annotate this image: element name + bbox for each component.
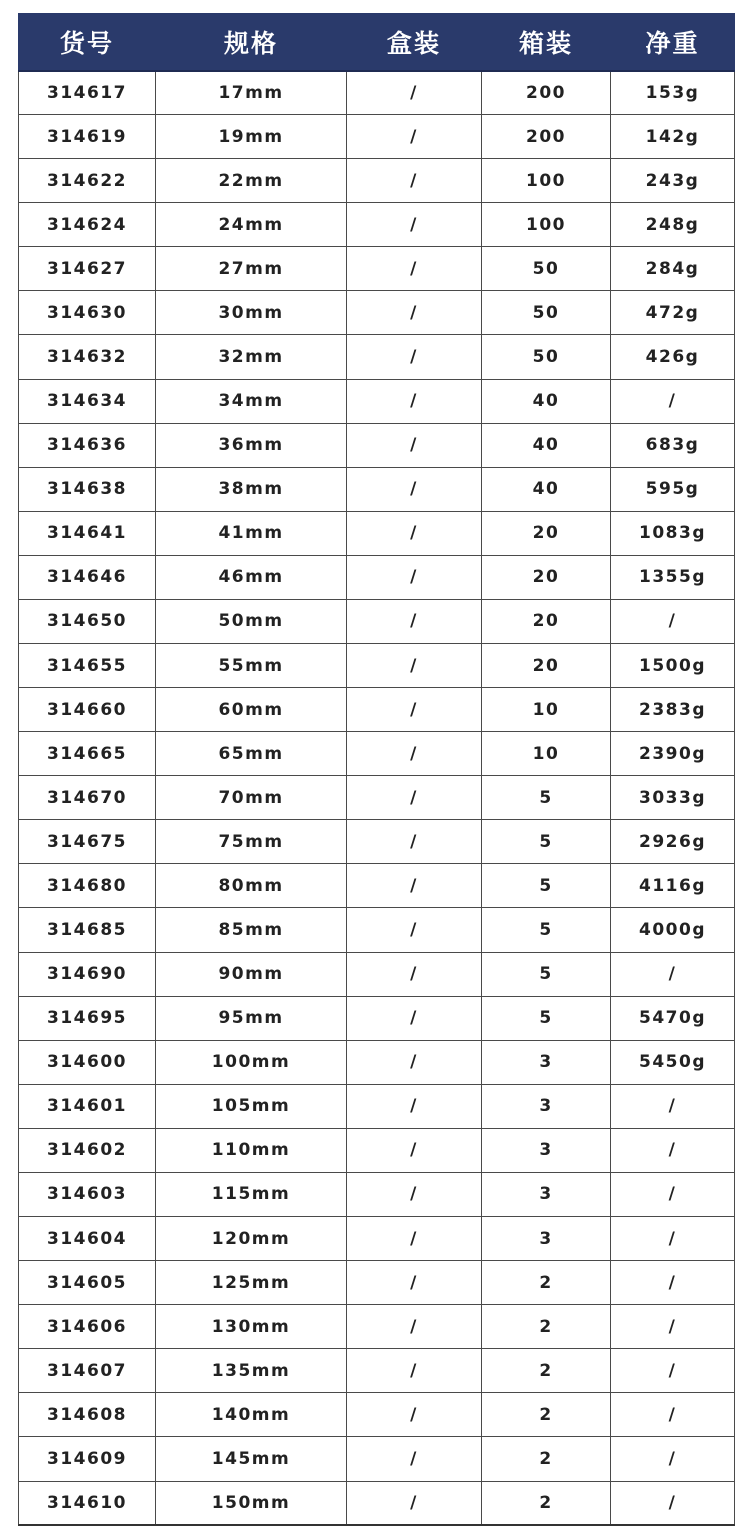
net-weight-cell: 5470g bbox=[611, 996, 735, 1040]
net-weight-cell: 5450g bbox=[611, 1040, 735, 1084]
table-row bbox=[19, 996, 735, 1040]
spec-cell: 110mm bbox=[156, 1128, 347, 1172]
case-pack-cell: 5 bbox=[482, 996, 611, 1040]
table-row bbox=[19, 247, 735, 291]
spec-cell: 50mm bbox=[156, 599, 347, 643]
net-weight-cell: 1500g bbox=[611, 644, 735, 688]
net-weight-cell: / bbox=[611, 1437, 735, 1481]
case-pack-cell: 40 bbox=[482, 423, 611, 467]
item-number-cell: 314600 bbox=[19, 1040, 156, 1084]
box-pack-cell: / bbox=[347, 952, 482, 996]
box-pack-cell: / bbox=[347, 467, 482, 511]
net-weight-cell: 243g bbox=[611, 159, 735, 203]
table-row bbox=[19, 379, 735, 423]
table-row bbox=[19, 776, 735, 820]
table-row bbox=[19, 555, 735, 599]
box-pack-cell: / bbox=[347, 688, 482, 732]
net-weight-cell: 4000g bbox=[611, 908, 735, 952]
item-number-cell: 314610 bbox=[19, 1481, 156, 1525]
case-pack-cell: 10 bbox=[482, 732, 611, 776]
box-pack-cell: / bbox=[347, 423, 482, 467]
case-pack-cell: 2 bbox=[482, 1261, 611, 1305]
item-number-cell: 314641 bbox=[19, 511, 156, 555]
item-number-cell: 314627 bbox=[19, 247, 156, 291]
table-row bbox=[19, 1393, 735, 1437]
product-spec-table bbox=[18, 13, 735, 1526]
table-row bbox=[19, 1481, 735, 1525]
product-spec-table-container bbox=[18, 13, 734, 1526]
box-pack-cell: / bbox=[347, 732, 482, 776]
net-weight-cell: / bbox=[611, 952, 735, 996]
net-weight-cell: 472g bbox=[611, 291, 735, 335]
case-pack-cell: 40 bbox=[482, 467, 611, 511]
box-pack-cell: / bbox=[347, 908, 482, 952]
spec-cell: 38mm bbox=[156, 467, 347, 511]
case-pack-cell: 10 bbox=[482, 688, 611, 732]
box-pack-cell: / bbox=[347, 247, 482, 291]
table-row bbox=[19, 511, 735, 555]
spec-cell: 150mm bbox=[156, 1481, 347, 1525]
header-case-pack: 箱装 bbox=[482, 14, 611, 71]
case-pack-cell: 200 bbox=[482, 115, 611, 159]
item-number-cell: 314601 bbox=[19, 1084, 156, 1128]
spec-cell: 115mm bbox=[156, 1172, 347, 1216]
item-number-cell: 314646 bbox=[19, 555, 156, 599]
spec-cell: 85mm bbox=[156, 908, 347, 952]
box-pack-cell: / bbox=[347, 379, 482, 423]
table-row bbox=[19, 115, 735, 159]
header-spec: 规格 bbox=[156, 14, 347, 71]
table-row bbox=[19, 1217, 735, 1261]
case-pack-cell: 50 bbox=[482, 335, 611, 379]
case-pack-cell: 5 bbox=[482, 952, 611, 996]
box-pack-cell: / bbox=[347, 1261, 482, 1305]
item-number-cell: 314680 bbox=[19, 864, 156, 908]
table-row bbox=[19, 291, 735, 335]
net-weight-cell: 284g bbox=[611, 247, 735, 291]
item-number-cell: 314605 bbox=[19, 1261, 156, 1305]
table-row bbox=[19, 423, 735, 467]
spec-cell: 135mm bbox=[156, 1349, 347, 1393]
net-weight-cell: 426g bbox=[611, 335, 735, 379]
item-number-cell: 314634 bbox=[19, 379, 156, 423]
box-pack-cell: / bbox=[347, 599, 482, 643]
box-pack-cell: / bbox=[347, 1172, 482, 1216]
spec-cell: 120mm bbox=[156, 1217, 347, 1261]
case-pack-cell: 3 bbox=[482, 1084, 611, 1128]
net-weight-cell: / bbox=[611, 1305, 735, 1349]
table-row bbox=[19, 159, 735, 203]
case-pack-cell: 3 bbox=[482, 1172, 611, 1216]
case-pack-cell: 5 bbox=[482, 864, 611, 908]
box-pack-cell: / bbox=[347, 1437, 482, 1481]
spec-cell: 34mm bbox=[156, 379, 347, 423]
box-pack-cell: / bbox=[347, 1349, 482, 1393]
box-pack-cell: / bbox=[347, 291, 482, 335]
spec-cell: 65mm bbox=[156, 732, 347, 776]
item-number-cell: 314604 bbox=[19, 1217, 156, 1261]
item-number-cell: 314665 bbox=[19, 732, 156, 776]
table-row bbox=[19, 908, 735, 952]
net-weight-cell: 142g bbox=[611, 115, 735, 159]
table-row bbox=[19, 644, 735, 688]
table-row bbox=[19, 335, 735, 379]
spec-cell: 32mm bbox=[156, 335, 347, 379]
item-number-cell: 314603 bbox=[19, 1172, 156, 1216]
spec-cell: 100mm bbox=[156, 1040, 347, 1084]
item-number-cell: 314675 bbox=[19, 820, 156, 864]
spec-cell: 27mm bbox=[156, 247, 347, 291]
spec-cell: 70mm bbox=[156, 776, 347, 820]
item-number-cell: 314650 bbox=[19, 599, 156, 643]
case-pack-cell: 5 bbox=[482, 908, 611, 952]
case-pack-cell: 3 bbox=[482, 1040, 611, 1084]
case-pack-cell: 5 bbox=[482, 820, 611, 864]
table-row bbox=[19, 1437, 735, 1481]
item-number-cell: 314606 bbox=[19, 1305, 156, 1349]
item-number-cell: 314622 bbox=[19, 159, 156, 203]
net-weight-cell: 683g bbox=[611, 423, 735, 467]
net-weight-cell: / bbox=[611, 1393, 735, 1437]
table-row bbox=[19, 1128, 735, 1172]
table-body bbox=[19, 71, 735, 1526]
net-weight-cell: / bbox=[611, 1172, 735, 1216]
table-row bbox=[19, 1349, 735, 1393]
spec-cell: 24mm bbox=[156, 203, 347, 247]
case-pack-cell: 40 bbox=[482, 379, 611, 423]
box-pack-cell: / bbox=[347, 864, 482, 908]
box-pack-cell: / bbox=[347, 644, 482, 688]
case-pack-cell: 2 bbox=[482, 1305, 611, 1349]
item-number-cell: 314630 bbox=[19, 291, 156, 335]
box-pack-cell: / bbox=[347, 1084, 482, 1128]
net-weight-cell: 1355g bbox=[611, 555, 735, 599]
box-pack-cell: / bbox=[347, 776, 482, 820]
table-row bbox=[19, 467, 735, 511]
item-number-cell: 314638 bbox=[19, 467, 156, 511]
case-pack-cell: 3 bbox=[482, 1128, 611, 1172]
table-row bbox=[19, 1040, 735, 1084]
box-pack-cell: / bbox=[347, 115, 482, 159]
item-number-cell: 314660 bbox=[19, 688, 156, 732]
box-pack-cell: / bbox=[347, 1040, 482, 1084]
box-pack-cell: / bbox=[347, 1128, 482, 1172]
net-weight-cell: 2383g bbox=[611, 688, 735, 732]
header-item-number: 货号 bbox=[19, 14, 156, 71]
table-row bbox=[19, 599, 735, 643]
header-row bbox=[19, 14, 735, 71]
spec-cell: 145mm bbox=[156, 1437, 347, 1481]
net-weight-cell: / bbox=[611, 1084, 735, 1128]
spec-cell: 60mm bbox=[156, 688, 347, 732]
box-pack-cell: / bbox=[347, 820, 482, 864]
case-pack-cell: 2 bbox=[482, 1437, 611, 1481]
box-pack-cell: / bbox=[347, 1217, 482, 1261]
table-row bbox=[19, 203, 735, 247]
table-row bbox=[19, 732, 735, 776]
case-pack-cell: 200 bbox=[482, 71, 611, 115]
net-weight-cell: 248g bbox=[611, 203, 735, 247]
item-number-cell: 314619 bbox=[19, 115, 156, 159]
case-pack-cell: 50 bbox=[482, 291, 611, 335]
table-row bbox=[19, 1084, 735, 1128]
net-weight-cell: 1083g bbox=[611, 511, 735, 555]
box-pack-cell: / bbox=[347, 1393, 482, 1437]
table-row bbox=[19, 1261, 735, 1305]
case-pack-cell: 20 bbox=[482, 511, 611, 555]
spec-cell: 105mm bbox=[156, 1084, 347, 1128]
box-pack-cell: / bbox=[347, 1481, 482, 1525]
case-pack-cell: 2 bbox=[482, 1481, 611, 1525]
table-row bbox=[19, 71, 735, 115]
case-pack-cell: 5 bbox=[482, 776, 611, 820]
header-box-pack: 盒装 bbox=[347, 14, 482, 71]
spec-cell: 41mm bbox=[156, 511, 347, 555]
box-pack-cell: / bbox=[347, 555, 482, 599]
spec-cell: 22mm bbox=[156, 159, 347, 203]
spec-cell: 75mm bbox=[156, 820, 347, 864]
table-row bbox=[19, 1305, 735, 1349]
case-pack-cell: 2 bbox=[482, 1393, 611, 1437]
case-pack-cell: 50 bbox=[482, 247, 611, 291]
item-number-cell: 314695 bbox=[19, 996, 156, 1040]
spec-cell: 140mm bbox=[156, 1393, 347, 1437]
case-pack-cell: 2 bbox=[482, 1349, 611, 1393]
net-weight-cell: / bbox=[611, 1261, 735, 1305]
item-number-cell: 314602 bbox=[19, 1128, 156, 1172]
item-number-cell: 314608 bbox=[19, 1393, 156, 1437]
box-pack-cell: / bbox=[347, 996, 482, 1040]
spec-cell: 130mm bbox=[156, 1305, 347, 1349]
item-number-cell: 314690 bbox=[19, 952, 156, 996]
spec-cell: 90mm bbox=[156, 952, 347, 996]
item-number-cell: 314617 bbox=[19, 71, 156, 115]
item-number-cell: 314636 bbox=[19, 423, 156, 467]
net-weight-cell: / bbox=[611, 1128, 735, 1172]
case-pack-cell: 100 bbox=[482, 203, 611, 247]
box-pack-cell: / bbox=[347, 71, 482, 115]
item-number-cell: 314670 bbox=[19, 776, 156, 820]
box-pack-cell: / bbox=[347, 1305, 482, 1349]
table-row bbox=[19, 864, 735, 908]
spec-cell: 19mm bbox=[156, 115, 347, 159]
table-row bbox=[19, 1172, 735, 1216]
case-pack-cell: 3 bbox=[482, 1217, 611, 1261]
net-weight-cell: 3033g bbox=[611, 776, 735, 820]
case-pack-cell: 20 bbox=[482, 599, 611, 643]
spec-cell: 30mm bbox=[156, 291, 347, 335]
case-pack-cell: 100 bbox=[482, 159, 611, 203]
spec-cell: 17mm bbox=[156, 71, 347, 115]
item-number-cell: 314609 bbox=[19, 1437, 156, 1481]
item-number-cell: 314632 bbox=[19, 335, 156, 379]
net-weight-cell: 153g bbox=[611, 71, 735, 115]
net-weight-cell: / bbox=[611, 1349, 735, 1393]
box-pack-cell: / bbox=[347, 203, 482, 247]
table-header bbox=[19, 14, 735, 71]
item-number-cell: 314607 bbox=[19, 1349, 156, 1393]
net-weight-cell: / bbox=[611, 1481, 735, 1525]
net-weight-cell: / bbox=[611, 379, 735, 423]
box-pack-cell: / bbox=[347, 335, 482, 379]
table-row bbox=[19, 688, 735, 732]
spec-cell: 36mm bbox=[156, 423, 347, 467]
case-pack-cell: 20 bbox=[482, 555, 611, 599]
item-number-cell: 314685 bbox=[19, 908, 156, 952]
net-weight-cell: / bbox=[611, 1217, 735, 1261]
table-row bbox=[19, 952, 735, 996]
header-net-weight: 净重 bbox=[611, 14, 735, 71]
net-weight-cell: 4116g bbox=[611, 864, 735, 908]
box-pack-cell: / bbox=[347, 511, 482, 555]
spec-cell: 55mm bbox=[156, 644, 347, 688]
spec-cell: 95mm bbox=[156, 996, 347, 1040]
case-pack-cell: 20 bbox=[482, 644, 611, 688]
net-weight-cell: 595g bbox=[611, 467, 735, 511]
net-weight-cell: 2926g bbox=[611, 820, 735, 864]
table-row bbox=[19, 820, 735, 864]
net-weight-cell: / bbox=[611, 599, 735, 643]
spec-cell: 125mm bbox=[156, 1261, 347, 1305]
net-weight-cell: 2390g bbox=[611, 732, 735, 776]
spec-cell: 80mm bbox=[156, 864, 347, 908]
spec-cell: 46mm bbox=[156, 555, 347, 599]
item-number-cell: 314655 bbox=[19, 644, 156, 688]
box-pack-cell: / bbox=[347, 159, 482, 203]
item-number-cell: 314624 bbox=[19, 203, 156, 247]
